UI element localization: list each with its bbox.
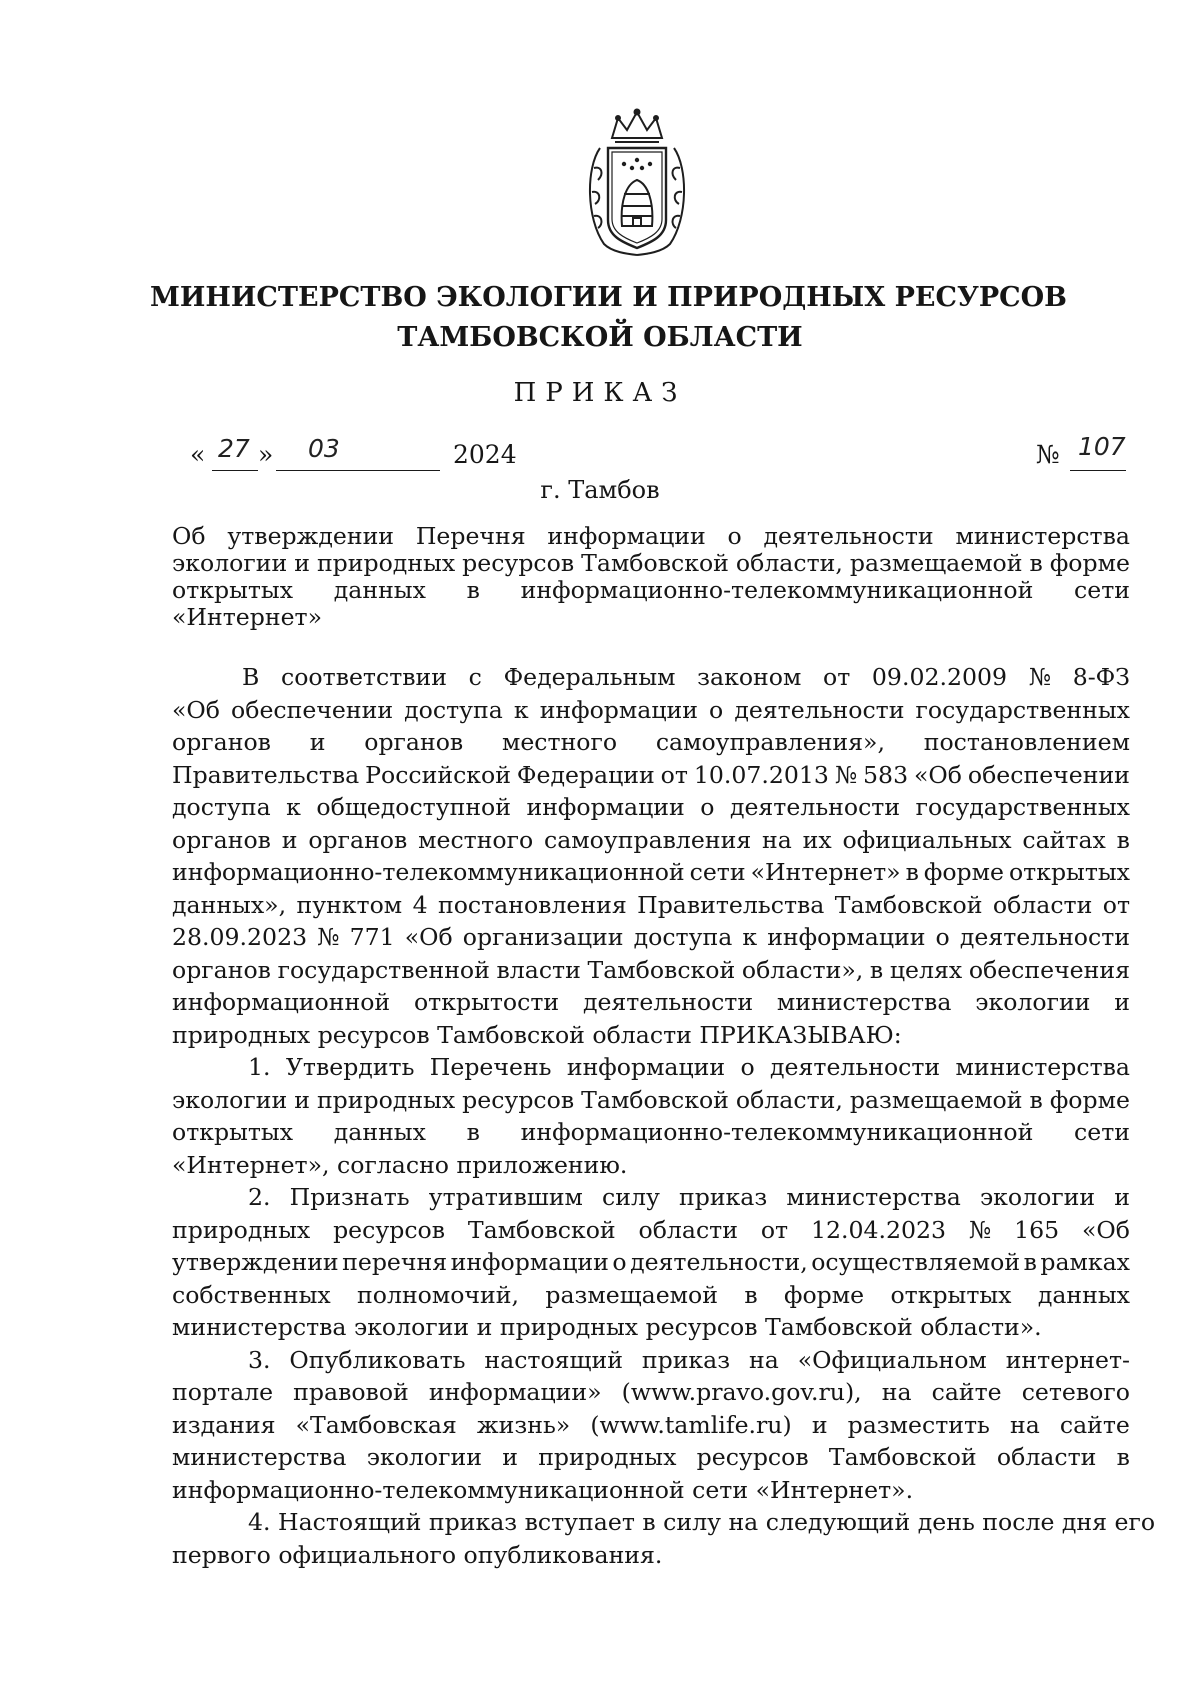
paragraph-item3 xyxy=(172,1344,1130,1507)
word: пунктом xyxy=(296,890,403,919)
date-month: 03 xyxy=(308,434,340,463)
city: г. Тамбов xyxy=(540,476,660,504)
word: первого официального опубликования. xyxy=(172,1540,663,1569)
paragraph-item2 xyxy=(172,1181,1130,1344)
paragraph-item1-line xyxy=(172,1051,1130,1084)
paragraph-item2-line xyxy=(172,1214,1130,1247)
document-type: ПРИКАЗ xyxy=(513,378,687,408)
word: информации xyxy=(526,793,685,821)
word: № xyxy=(1028,663,1052,691)
word: и xyxy=(281,825,298,854)
word: «Об xyxy=(404,923,453,951)
word: открытых xyxy=(172,1118,294,1146)
word: в xyxy=(466,576,480,604)
word: самоуправления», xyxy=(655,728,885,756)
paragraph-item1 xyxy=(172,1051,1130,1181)
word: природных xyxy=(172,1215,311,1244)
paragraph-intro-line xyxy=(172,791,1130,824)
date-year: 2024 xyxy=(453,440,517,469)
paragraph-intro-line xyxy=(172,661,1130,694)
word: от xyxy=(1102,890,1130,919)
word: от xyxy=(660,760,688,789)
paragraph-intro-line xyxy=(172,726,1130,759)
word: «Официальном xyxy=(797,1345,987,1374)
word: информации xyxy=(547,522,706,550)
word: Перечня xyxy=(415,522,526,550)
word: информационно-телекоммуникационной xyxy=(520,576,1034,604)
word: 2. xyxy=(248,1183,271,1211)
paragraph-item2-line xyxy=(172,1311,1130,1344)
word: области xyxy=(992,890,1093,919)
word: Перечень xyxy=(429,1053,552,1081)
word: «Интернет» xyxy=(172,603,323,631)
word: Российской xyxy=(365,760,511,789)
word: 3. xyxy=(248,1345,271,1374)
word: экологии xyxy=(172,549,288,577)
paragraph-item3-line xyxy=(172,1344,1130,1377)
word: информационно-телекоммуникационной сети «Интернет». xyxy=(172,1475,914,1504)
word: правовой xyxy=(293,1378,409,1406)
word: к xyxy=(742,923,758,951)
paragraph-intro-line xyxy=(172,856,1130,889)
word: форме xyxy=(1049,549,1130,577)
word: 1. xyxy=(248,1053,271,1081)
word: открытых xyxy=(890,1280,1012,1309)
word: от xyxy=(822,663,851,691)
word: на xyxy=(1009,1410,1040,1439)
word: постановлением xyxy=(923,728,1130,756)
word: Тамбовской xyxy=(587,955,736,984)
word: № xyxy=(834,760,858,789)
word: информации xyxy=(539,695,698,724)
word: с xyxy=(468,663,482,691)
word: информационной xyxy=(172,988,391,1016)
word: сети xyxy=(1074,576,1130,604)
word: к xyxy=(513,695,529,724)
word: местного xyxy=(418,825,534,854)
word: (www.pravo.gov.ru), xyxy=(621,1378,862,1406)
word: о xyxy=(935,923,950,951)
word: размещаемой xyxy=(849,549,1023,577)
word: обеспечения xyxy=(968,955,1130,984)
word: сайте xyxy=(931,1378,1002,1406)
order-number-underline xyxy=(1070,470,1126,471)
word: «Тамбовская xyxy=(295,1410,457,1439)
order-body xyxy=(172,661,1156,1571)
word: 165 xyxy=(1014,1215,1060,1244)
word: 10.07.2013 xyxy=(693,760,829,789)
word: ресурсов xyxy=(462,549,575,577)
word: деятельности xyxy=(582,988,754,1016)
word: полномочий, xyxy=(357,1280,519,1309)
word: деятельности xyxy=(770,1053,941,1081)
word: открытых xyxy=(1008,858,1130,886)
paragraph-item2-line xyxy=(172,1246,1130,1279)
number-label: № xyxy=(1036,440,1060,469)
word: области, xyxy=(735,549,843,577)
word: государственных xyxy=(915,793,1130,821)
word: государственной xyxy=(277,955,490,984)
word: Федерации xyxy=(516,760,655,789)
word: области», xyxy=(741,955,864,984)
word: области xyxy=(638,1215,738,1244)
word: органов xyxy=(308,825,408,854)
word: в xyxy=(1116,825,1130,854)
word: экологии xyxy=(979,1183,1096,1211)
word: «Об xyxy=(1082,1215,1130,1244)
word: природных xyxy=(538,1443,677,1471)
paragraph-intro-line xyxy=(172,954,1130,987)
paragraph-item4 xyxy=(172,1506,1156,1571)
paragraph-intro-line xyxy=(172,759,1130,792)
word: Тамбовской xyxy=(581,1085,729,1114)
word: размещаемой xyxy=(849,1085,1023,1114)
ministry-name xyxy=(150,278,1067,358)
word: в xyxy=(1029,549,1043,577)
word: органов xyxy=(172,728,271,756)
word: официальных xyxy=(842,825,1012,854)
word: информации xyxy=(566,1053,726,1081)
date-open-quote: « xyxy=(190,440,206,469)
word: В xyxy=(242,663,260,691)
word: и xyxy=(502,1443,518,1471)
word: органов xyxy=(172,955,271,984)
date-day: 27 xyxy=(218,434,250,463)
word: соответствии xyxy=(281,663,447,691)
word: открытых xyxy=(172,576,294,604)
word: 8-ФЗ xyxy=(1072,663,1130,691)
word: министерства xyxy=(776,988,952,1016)
paragraph-item3-line xyxy=(172,1376,1130,1409)
word: в xyxy=(905,858,919,886)
ministry-name-line1: МИНИСТЕРСТВО ЭКОЛОГИИ И ПРИРОДНЫХ РЕСУРСОВ xyxy=(150,282,1067,313)
paragraph-item3-line xyxy=(172,1409,1130,1442)
word: силу xyxy=(602,1183,660,1211)
word: в xyxy=(1116,1443,1130,1471)
title-line xyxy=(172,550,1130,577)
word: информации xyxy=(767,923,926,951)
word: и xyxy=(1114,988,1130,1016)
word: 28.09.2023 xyxy=(172,923,308,951)
title-line xyxy=(172,577,1130,604)
word: форме xyxy=(1049,1085,1130,1114)
title-line xyxy=(172,604,1130,631)
word: перечня xyxy=(342,1248,448,1276)
paragraph-intro-line xyxy=(172,824,1130,857)
word: утверждении xyxy=(172,1248,339,1276)
word: области xyxy=(996,1443,1097,1471)
paragraph-item3-line xyxy=(172,1441,1130,1474)
word: информационно-телекоммуникационной xyxy=(520,1118,1034,1146)
word: 12.04.2023 xyxy=(810,1215,947,1244)
word: доступа xyxy=(404,695,503,724)
word: утверждении xyxy=(227,522,395,550)
date-month-underline xyxy=(276,470,440,471)
word: сети xyxy=(689,858,746,886)
word: природных xyxy=(316,549,456,577)
word: о xyxy=(727,522,742,550)
paragraph-intro-line xyxy=(172,889,1130,922)
word: экологии xyxy=(975,988,1091,1016)
word: и xyxy=(294,1085,310,1114)
word: сайте xyxy=(1059,1410,1130,1439)
word: законом xyxy=(697,663,802,691)
word: постановления xyxy=(437,890,627,919)
word: Тамбовской xyxy=(834,890,983,919)
word: осуществляемой xyxy=(811,1248,1021,1276)
word: открытости xyxy=(413,988,560,1016)
word: приказ xyxy=(641,1345,731,1374)
word: издания xyxy=(172,1410,276,1439)
word: к xyxy=(286,793,301,821)
word: министерства xyxy=(955,522,1130,550)
word: и xyxy=(1114,1183,1130,1211)
word: на xyxy=(881,1378,912,1406)
word: Правительства xyxy=(172,760,360,789)
paragraph-intro-line xyxy=(172,986,1130,1019)
ministry-name-line2: ТАМБОВСКОЙ ОБЛАСТИ xyxy=(397,322,803,353)
word: в xyxy=(1029,1085,1043,1114)
word: и xyxy=(294,549,310,577)
paragraph-item4-line xyxy=(172,1539,1130,1572)
word: обеспечении xyxy=(231,695,394,724)
word: форме xyxy=(923,858,1004,886)
word: Опубликовать xyxy=(289,1345,466,1374)
word: и xyxy=(309,728,326,756)
paragraph-item4-line xyxy=(172,1506,1156,1539)
word: разместить xyxy=(847,1410,990,1439)
word: министерства xyxy=(955,1053,1130,1081)
title-line xyxy=(172,523,1130,550)
word: 583 xyxy=(863,760,909,789)
paragraph-intro-line xyxy=(172,1019,1130,1052)
word: Правительства xyxy=(637,890,825,919)
word: «Об xyxy=(914,760,962,789)
word: деятельности xyxy=(959,923,1130,951)
order-title xyxy=(172,523,1130,631)
word: экологии xyxy=(366,1443,482,1471)
word: о xyxy=(709,695,724,724)
word: и xyxy=(811,1410,828,1439)
word: о xyxy=(740,1053,755,1081)
word: Федеральным xyxy=(503,663,676,691)
word: настоящий xyxy=(484,1345,623,1374)
word: «Интернет» xyxy=(750,858,901,886)
date-number-line xyxy=(190,432,1126,480)
word: собственных xyxy=(172,1280,331,1309)
word: форме xyxy=(783,1280,865,1309)
word: № xyxy=(317,923,340,951)
word: «Об xyxy=(172,695,220,724)
word: информационно-телекоммуникационной xyxy=(172,858,685,886)
word: на xyxy=(749,1345,779,1374)
word: утратившим xyxy=(428,1183,583,1211)
word: Об xyxy=(172,522,206,550)
word: Тамбовской xyxy=(581,549,729,577)
word: (www.tamlife.ru) xyxy=(590,1410,792,1439)
word: Признать xyxy=(289,1183,410,1211)
word: жизнь» xyxy=(476,1410,571,1439)
word: Тамбовской xyxy=(467,1215,616,1244)
word: данных», xyxy=(172,890,287,919)
word: природных xyxy=(316,1085,456,1114)
word: самоуправления xyxy=(544,825,752,854)
date-day-underline xyxy=(212,470,258,471)
word: № xyxy=(968,1215,992,1244)
paragraph-item1-line xyxy=(172,1084,1130,1117)
word: в xyxy=(744,1280,758,1309)
word: организации xyxy=(462,923,624,951)
word: деятельности, xyxy=(630,1248,808,1276)
word: обеспечении xyxy=(967,760,1130,789)
word: интернет- xyxy=(1005,1345,1130,1374)
word: сетевого xyxy=(1021,1378,1130,1406)
word: министерства xyxy=(786,1183,961,1211)
word: на xyxy=(762,825,792,854)
word: деятельности xyxy=(763,522,934,550)
word: 771 xyxy=(349,923,395,951)
word: деятельности xyxy=(729,793,901,821)
word: в xyxy=(466,1118,480,1146)
word: местного xyxy=(501,728,618,756)
paragraph-item2-line xyxy=(172,1279,1130,1312)
word: ресурсов xyxy=(696,1443,809,1471)
word: власти xyxy=(496,955,581,984)
word: органов xyxy=(364,728,464,756)
word: Утвердить xyxy=(285,1053,415,1081)
word: о xyxy=(700,793,715,821)
coat-of-arms-icon xyxy=(582,108,692,258)
word: сети xyxy=(1074,1118,1130,1146)
word: области, xyxy=(735,1085,843,1114)
word: целях xyxy=(889,955,963,984)
word: информации xyxy=(450,1248,609,1276)
paragraph-intro-line xyxy=(172,921,1130,954)
word: 09.02.2009 xyxy=(871,663,1008,691)
word: в xyxy=(1023,1248,1037,1276)
word: министерства xyxy=(172,1443,347,1471)
word: «Интернет», согласно приложению. xyxy=(172,1150,628,1179)
word: о xyxy=(612,1248,627,1276)
paragraph-item1-line xyxy=(172,1116,1130,1149)
word: деятельности xyxy=(734,695,905,724)
paragraph-item1-line xyxy=(172,1149,1130,1182)
date-close-quote: » xyxy=(258,440,274,469)
word: природных ресурсов Тамбовской области ПРИКАЗЫВАЮ: xyxy=(172,1020,902,1049)
word: приказ xyxy=(678,1183,768,1211)
word: рамках xyxy=(1040,1248,1130,1276)
word: доступа xyxy=(172,793,271,821)
word: от xyxy=(760,1215,789,1244)
paragraph-item3-line xyxy=(172,1474,1130,1507)
word: 4. Настоящий приказ вступает в силу на следующий день после дня его xyxy=(248,1508,1156,1536)
paragraph-intro xyxy=(172,661,1130,1051)
word: портале xyxy=(172,1378,274,1406)
word: ресурсов xyxy=(333,1215,446,1244)
word: данных xyxy=(333,1118,426,1146)
paragraph-intro-line xyxy=(172,694,1130,727)
word: их xyxy=(802,825,832,854)
word: в xyxy=(869,955,884,984)
word: доступа xyxy=(633,923,733,951)
paragraph-item2-line xyxy=(172,1181,1130,1214)
word: министерства экологии и природных ресурсов Тамбовской области». xyxy=(172,1313,1042,1341)
order-number: 107 xyxy=(1078,432,1126,461)
word: данных xyxy=(1037,1280,1130,1309)
word: экологии xyxy=(172,1085,288,1114)
word: ресурсов xyxy=(462,1085,575,1114)
word: данных xyxy=(333,576,426,604)
word: общедоступной xyxy=(316,793,511,821)
word: размещаемой xyxy=(545,1280,718,1309)
word: органов xyxy=(172,825,271,854)
word: государственных xyxy=(915,695,1130,724)
word: 4 xyxy=(412,890,428,919)
word: информации» xyxy=(428,1378,602,1406)
word: сайтах xyxy=(1022,825,1106,854)
word: Тамбовской xyxy=(828,1443,977,1471)
